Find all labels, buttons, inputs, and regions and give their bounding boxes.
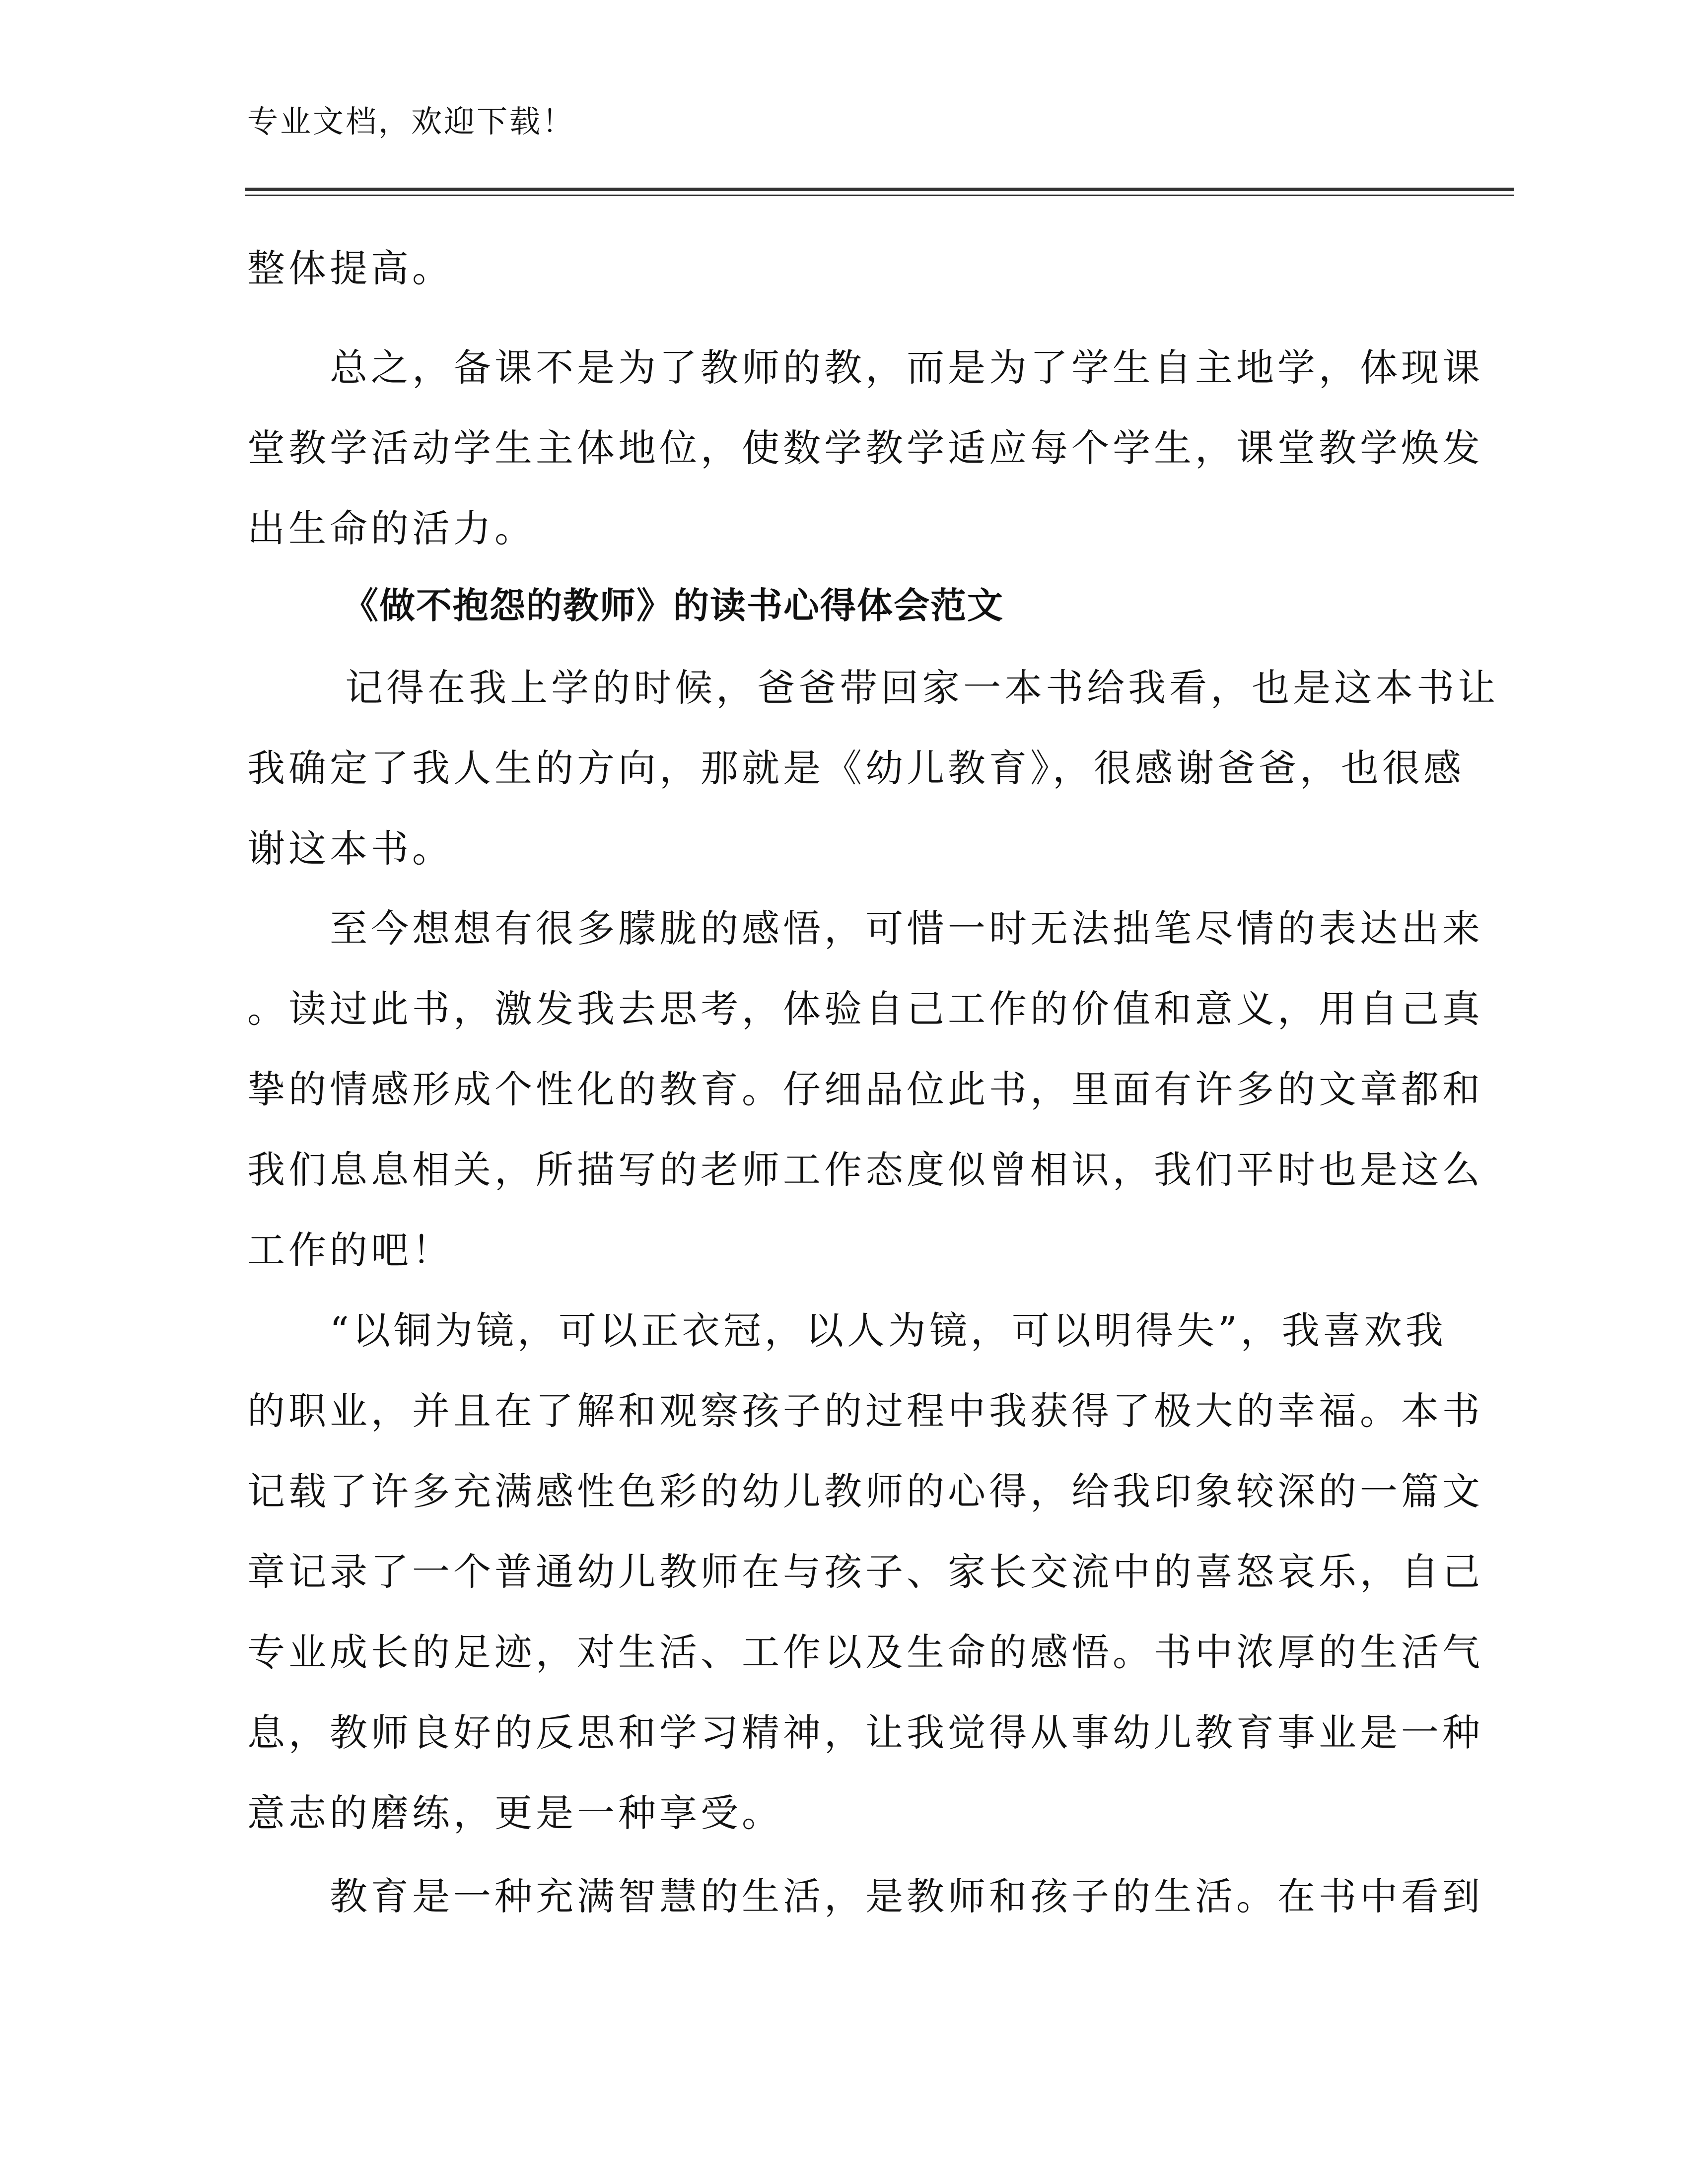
text-line: 我确定了我人生的方向，那就是《幼儿教育》，很感谢爸爸，也很感 <box>247 746 1465 790</box>
text-line: 谢这本书。 <box>247 826 453 871</box>
text-line: 记得在我上学的时候，爸爸带回家一本书给我看，也是这本书让 <box>247 666 1499 710</box>
text-line: 意志的磨练，更是一种享受。 <box>247 1791 783 1835</box>
article-title: 《做不抱怨的教师》的读书心得体会范文 <box>343 585 1004 626</box>
header-rule-thin <box>245 195 1514 196</box>
text-line: 总之，备课不是为了教师的教，而是为了学生自主地学，体现课 <box>247 345 1483 390</box>
text-line: 挚的情感形成个性化的教育。仔细品位此书，里面有许多的文章都和 <box>247 1067 1483 1111</box>
paragraph-3 <box>247 648 1499 889</box>
paragraph-1 <box>247 228 1449 309</box>
text-line: 我们息息相关，所描写的老师工作态度似曾相识，我们平时也是这么 <box>247 1148 1483 1192</box>
text-line: 至今想想有很多朦胧的感悟，可惜一时无法拙笔尽情的表达出来 <box>247 906 1483 951</box>
paragraph-2 <box>247 328 1483 569</box>
header-rule-thick <box>245 188 1514 191</box>
text-line: 专业成长的足迹，对生活、工作以及生命的感悟。书中浓厚的生活气 <box>247 1630 1483 1674</box>
text-line: 的职业，并且在了解和观察孩子的过程中我获得了极大的幸福。本书 <box>247 1389 1483 1433</box>
text-line: 息，教师良好的反思和学习精神，让我觉得从事幼儿教育事业是一种 <box>247 1710 1483 1755</box>
text-line: 章记录了一个普通幼儿教师在与孩子、家长交流中的喜怒哀乐，自己 <box>247 1550 1483 1594</box>
text-line: 教育是一种充满智慧的生活，是教师和孩子的生活。在书中看到 <box>247 1874 1483 1918</box>
text-line: 工作的吧！ <box>247 1228 453 1272</box>
paragraph-6 <box>247 1856 1483 1937</box>
text-line: “以铜为镜，可以正衣冠，以人为镜，可以明得失”，我喜欢我 <box>247 1308 1447 1353</box>
page-header: 专业文档，欢迎下载！ <box>247 103 575 139</box>
text-line: 堂教学活动学生主体地位，使数学教学适应每个学生，课堂教学焕发 <box>247 426 1483 470</box>
text-line: 出生命的活力。 <box>247 506 536 550</box>
paragraph-5 <box>247 1291 1483 1853</box>
text-line: 整体提高。 <box>247 246 453 290</box>
text-line: 。读过此书，激发我去思考，体验自己工作的价值和意义，用自己真 <box>247 987 1483 1031</box>
paragraph-4 <box>247 888 1483 1291</box>
text-line: 记载了许多充满感性色彩的幼儿教师的心得，给我印象较深的一篇文 <box>247 1469 1483 1513</box>
